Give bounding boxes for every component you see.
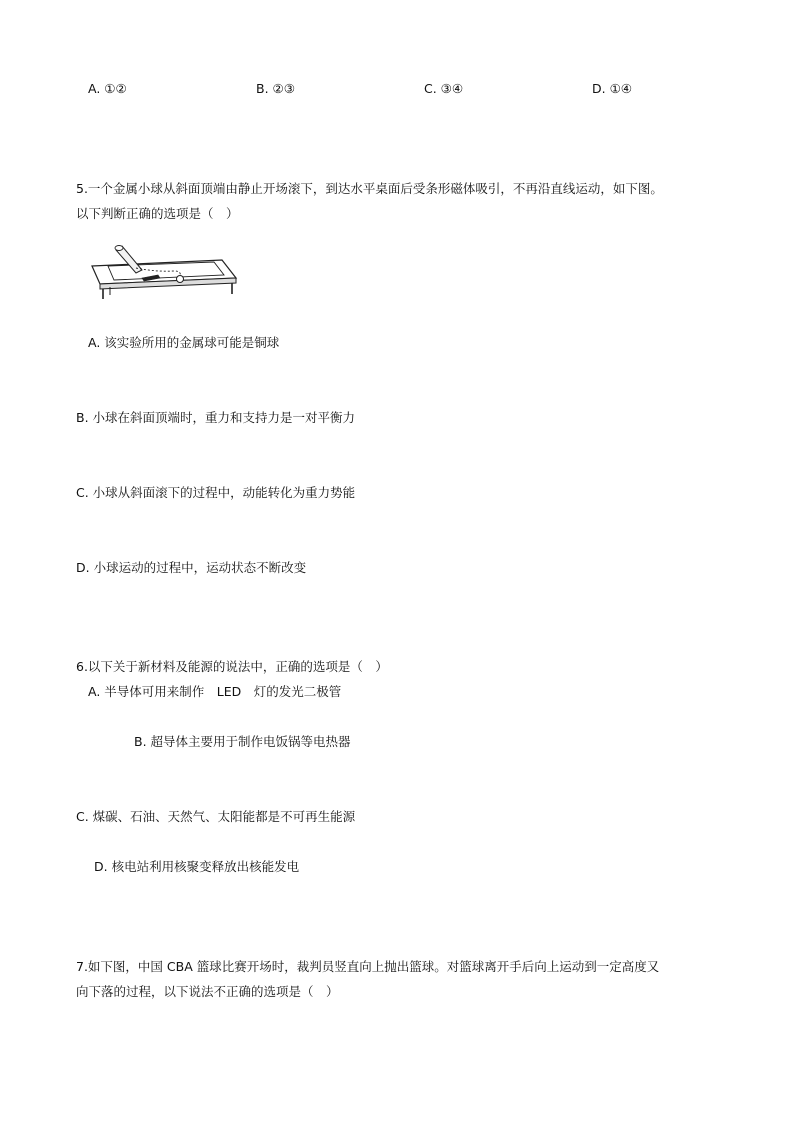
q6-option-b[interactable]: B. 超导体主要用于制作电饭锅等电热器 [134,734,351,749]
q5-stem-line2: 以下判断正确的选项是（ ） [76,206,239,221]
q5-option-c[interactable]: C. 小球从斜面滚下的过程中，动能转化为重力势能 [76,485,356,500]
q5-option-d[interactable]: D. 小球运动的过程中，运动状态不断改变 [76,560,307,575]
q6-stem: 6.以下关于新材料及能源的说法中，正确的选项是（ ） [76,659,388,674]
q4-option-b[interactable]: B. ②③ [256,81,295,96]
q4-option-c[interactable]: C. ③④ [424,81,464,96]
q6-option-a[interactable]: A. 半导体可用来制作 LED 灯的发光二极管 [88,684,342,699]
q5-stem-line1: 5.一个金属小球从斜面顶端由静止开场滚下，到达水平桌面后受条形磁体吸引，不再沿直线运动，如下图。 [76,181,663,196]
q6-option-c[interactable]: C. 煤碳、石油、天然气、太阳能都是不可再生能源 [76,809,356,824]
q7-stem-line2: 向下落的过程，以下说法不正确的选项是（ ） [76,984,339,999]
incline-table-magnet-figure [86,238,238,300]
q5-option-b[interactable]: B. 小球在斜面顶端时，重力和支持力是一对平衡力 [76,410,356,425]
q6-option-d[interactable]: D. 核电站利用核聚变释放出核能发电 [94,859,300,874]
q4-option-d[interactable]: D. ①④ [592,81,632,96]
q4-option-a[interactable]: A. ①② [88,81,127,96]
q5-option-a[interactable]: A. 该实验所用的金属球可能是铜球 [88,335,280,350]
q7-stem-line1: 7.如下图，中国 CBA 篮球比赛开场时，裁判员竖直向上抛出篮球。对篮球离开手后向上运动到一定高度又 [76,959,660,974]
